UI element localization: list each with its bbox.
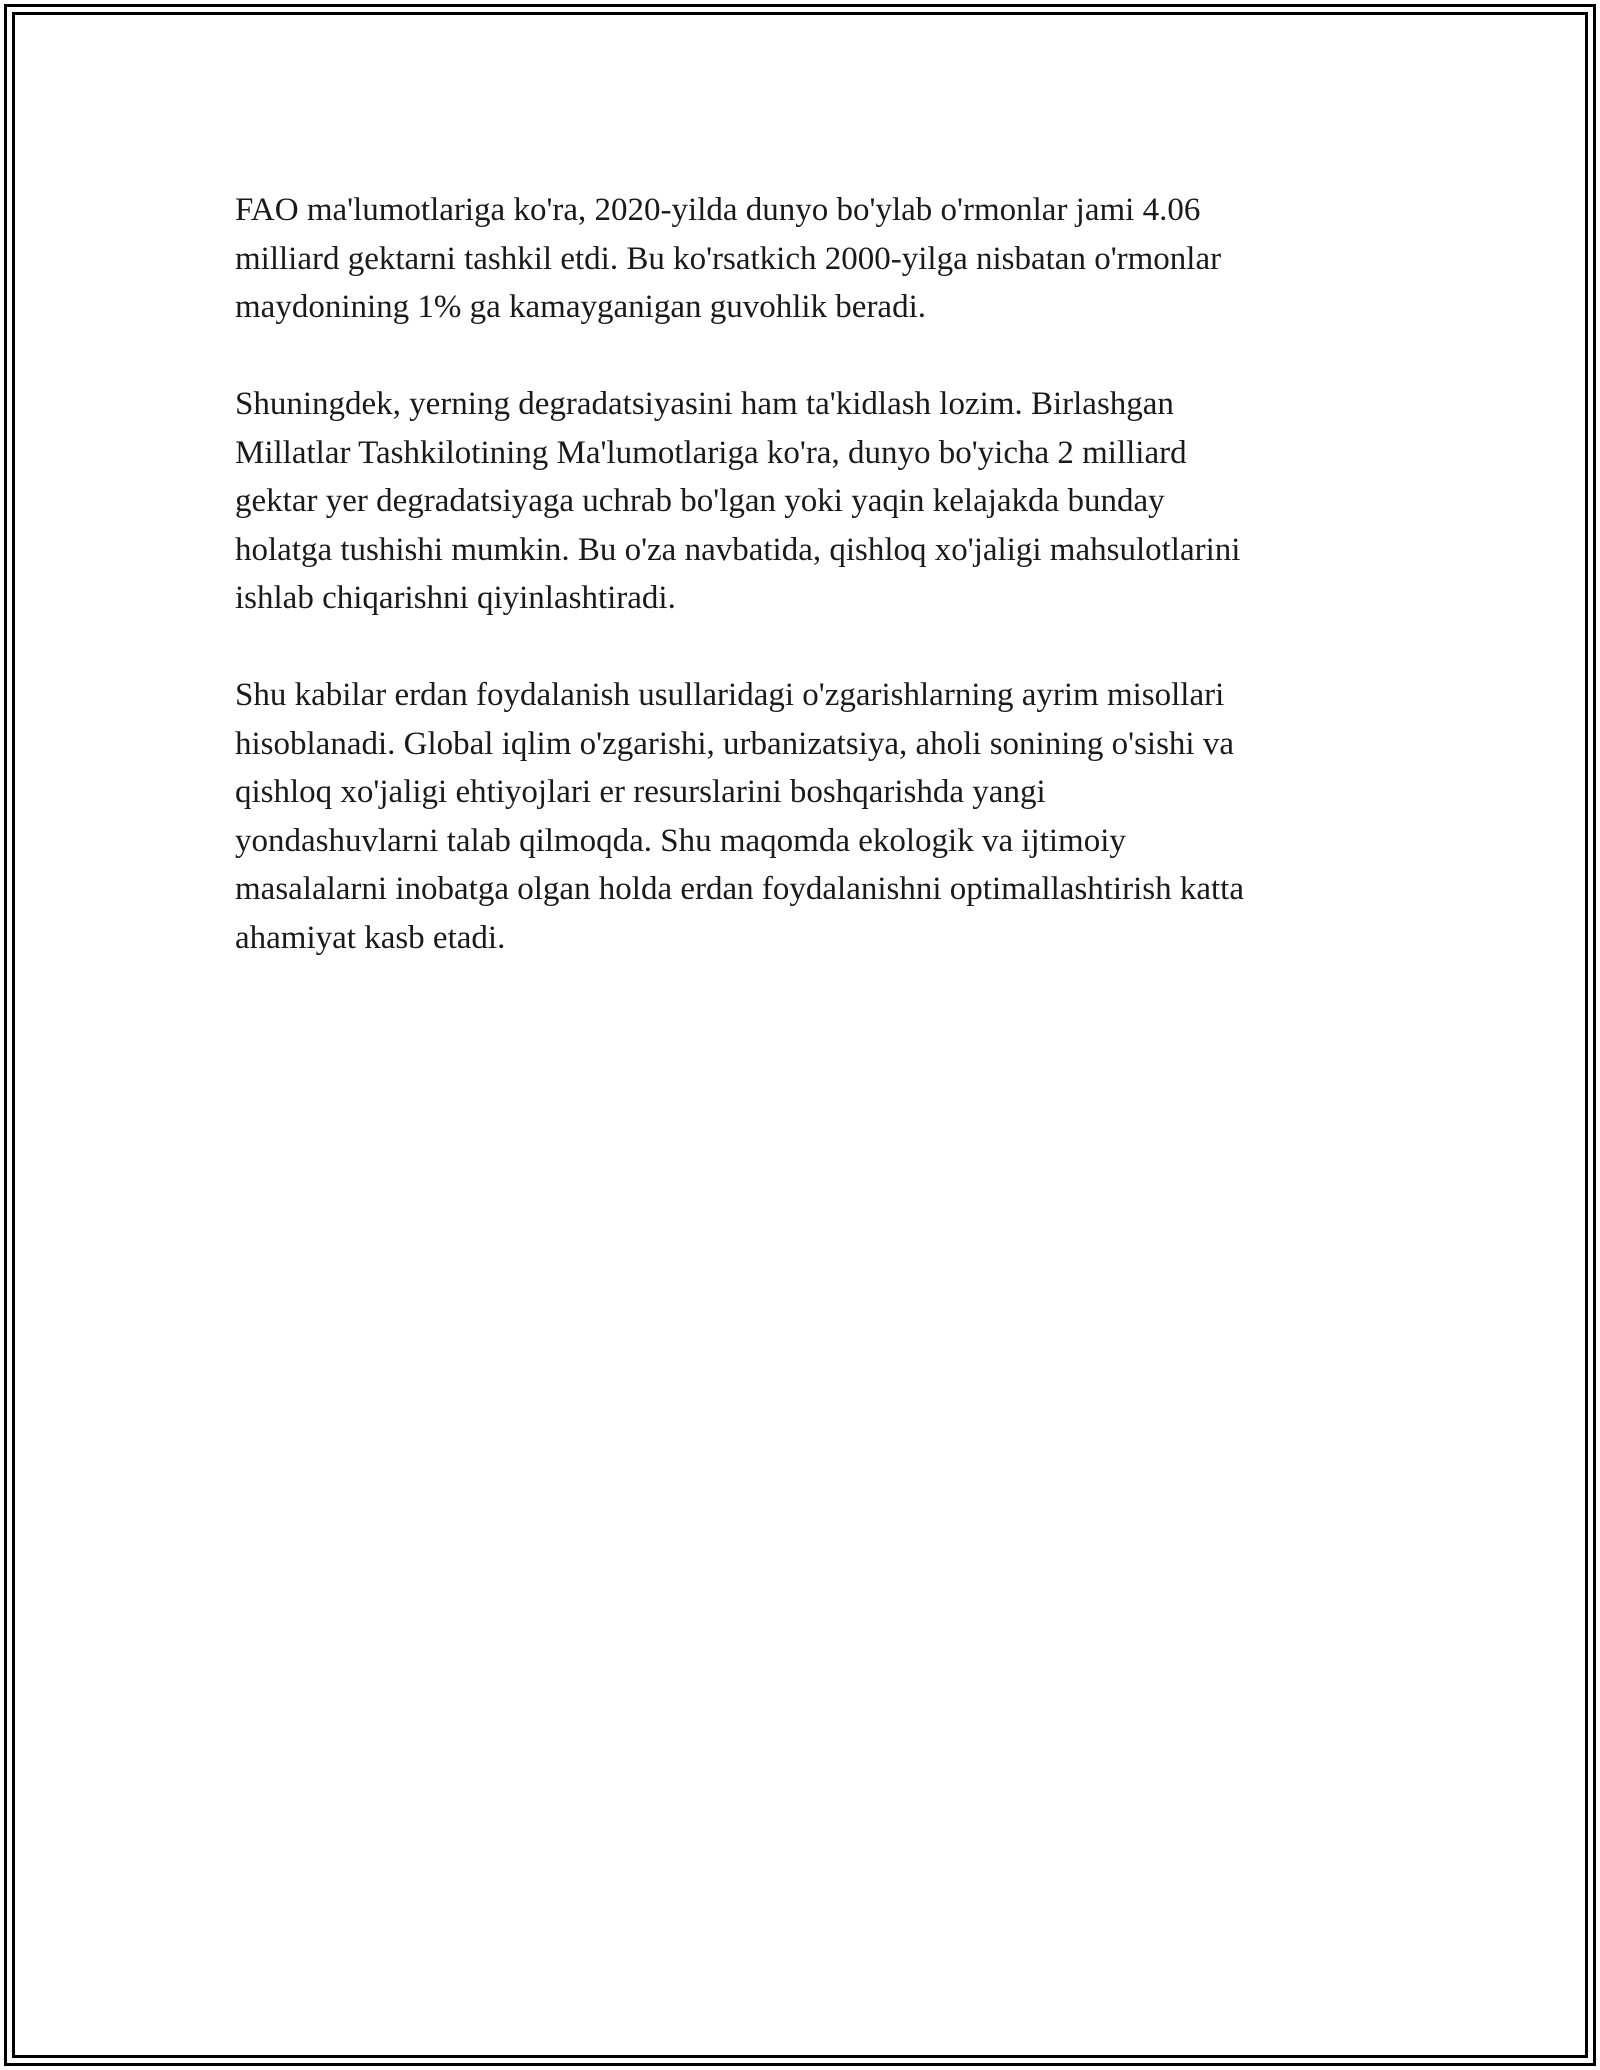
paragraph-land-degradation: Shuningdek, yerning degradatsiyasini ham ta'kidlash lozim. Birlashgan Millatlar Tashkilotining Ma'lumotlariga ko'ra, dunyo bo'yicha 2 milliard gektar yer degradatsiyaga uchrab bo'lgan yoki yaqin kelajakda bunday holatga tushishi mumkin. Bu o'za navbatida, qishloq xo'jaligi mahsulotlarini ishlab chiqarishni qiyinlashtiradi.	[235, 386, 1241, 616]
paragraph-forest-statistics: FAO ma'lumotlariga ko'ra, 2020-yilda dunyo bo'ylab o'rmonlar jami 4.06 milliard gektarni tashkil etdi. Bu ko'rsatkich 2000-yilga nisbatan o'rmonlar maydonining 1% ga kamayganigan guvohlik beradi.	[235, 192, 1222, 325]
paragraph-land-use-changes: Shu kabilar erdan foydalanish usullaridagi o'zgarishlarning ayrim misollari hisoblanadi. Global iqlim o'zgarishi, urbanizatsiya, aholi sonining o'sishi va qishloq xo'jaligi ehtiyojlari er resurslarini boshqarishda yangi yondashuvlarni talab qilmoqda. Shu maqomda ekologik va ijtimoiy masalalarni inobatga olgan holda erdan foydalanishni optimallashtirish katta ahamiyat kasb etadi.	[235, 677, 1244, 956]
document-body	[235, 186, 1375, 1011]
